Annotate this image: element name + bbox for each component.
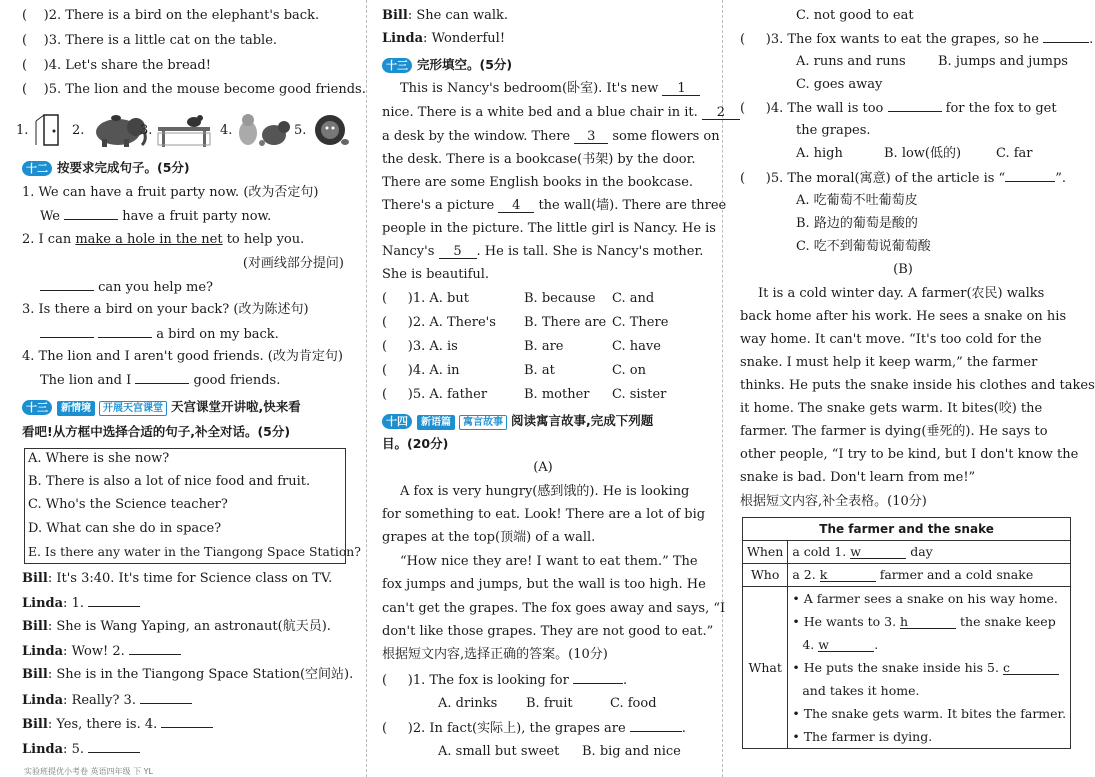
question-text: 3. Is there a bird on your back? (改为陈述句) — [22, 302, 309, 317]
section-heading: 看吧!从方框中选择合适的句子,补全对话。(5分) — [22, 424, 291, 439]
picture-row — [16, 113, 350, 147]
choice-row: ( )4. A. in B. at C. on — [382, 363, 646, 378]
dialog-line: Bill: Yes, there is. 4. — [22, 716, 350, 733]
choice-row: A. 吃葡萄不吐葡萄皮 — [796, 193, 918, 208]
question-text: ( )2. In fact(实际上), the grapes are . — [382, 721, 686, 736]
option-item: E. Is there any water in the Tiangong Space Station? — [28, 544, 361, 559]
section-heading: 十三 完形填空。(5分) — [382, 57, 704, 73]
passage-line: farmer. The farmer is dying(垂死的). He says to — [740, 424, 1048, 439]
passage-line: it home. The snake gets warm. It bites(咬) the — [740, 401, 1043, 416]
choice-row: A. small but sweet B. big and nice — [438, 744, 681, 759]
column-divider — [366, 0, 367, 777]
cloze-line: There are some English books in the bookcase. — [382, 175, 694, 190]
choice-row: ( )2. A. There's B. There are C. There — [382, 315, 669, 330]
answer-blank[interactable]: k — [820, 568, 876, 582]
cloze-blank[interactable]: 4 — [498, 199, 534, 213]
dialog-line: Linda: 5. — [22, 741, 350, 758]
choice-row: A. runs and runs B. jumps and jumps — [796, 54, 1068, 69]
column-2 — [382, 0, 727, 777]
answer-line: We have a fruit party now. — [40, 209, 272, 224]
column-1 — [16, 0, 366, 777]
cloze-line: the desk. There is a bookcase(书架) by the door. — [382, 152, 696, 167]
answer-blank[interactable]: w — [850, 545, 906, 559]
bullet-item: and takes it home. — [802, 683, 920, 698]
cloze-line: There's a picture 4 the wall(墙). There are three — [382, 198, 727, 213]
passage-line: for something to eat. Look! There are a lot of big — [382, 507, 706, 522]
match-item: ( )3. There is a little cat on the table. — [22, 33, 278, 48]
bullet-item: • The farmer is dying. — [792, 729, 933, 744]
answer-blank[interactable] — [573, 672, 623, 684]
section-heading: 十三 新情境 开展天宫课堂 天宫课堂开讲啦,快来看 — [22, 399, 350, 416]
option-item: C. Who's the Science teacher? — [28, 497, 228, 512]
table-row — [743, 587, 1071, 749]
passage-line: back home after his work. He sees a snake on his — [740, 309, 1067, 324]
question-note: (对画线部分提问) — [242, 256, 344, 271]
answer-blank[interactable]: c — [1003, 661, 1059, 675]
dialog-line: Linda: Wow! 2. — [22, 643, 350, 660]
dialog-line: Linda: 1. — [22, 595, 350, 612]
cloze-line: nice. There is a white bed and a blue chair in it. 2 — [382, 105, 704, 121]
bullet-item: • He puts the snake inside his 5. c — [792, 656, 1066, 679]
answer-line: can you help me? — [22, 279, 350, 296]
section-heading: 目。(20分) — [382, 436, 449, 451]
cloze-blank[interactable]: 5 — [439, 245, 477, 259]
passage-line: A fox is very hungry(感到饿的). He is looking — [400, 484, 690, 499]
choice-row: C. goes away — [796, 77, 883, 92]
answer-blank[interactable] — [1005, 170, 1055, 182]
answer-blank[interactable] — [135, 372, 189, 384]
picture-label: 2. — [72, 123, 85, 138]
section-heading: 十二 按要求完成句子。(5分) — [22, 160, 350, 176]
option-item: A. Where is she now? — [28, 451, 170, 466]
choice-row: A. drinks B. fruit C. food — [438, 696, 657, 711]
row-label: When — [743, 541, 788, 564]
table-cell: a cold 1. w day — [788, 541, 1071, 564]
answer-blank[interactable]: h — [900, 615, 956, 629]
cloze-line: Nancy's 5 . He is tall. She is Nancy's mother. — [382, 244, 704, 259]
passage-line: grapes at the top(顶端) of a wall. — [382, 530, 596, 545]
answer-blank[interactable]: w — [818, 638, 874, 652]
passage-label: (B) — [893, 262, 913, 277]
passage-line: fox jumps and jumps, but the wall is too high. He — [382, 577, 706, 592]
animals-sharing-picture-icon — [234, 113, 294, 147]
cloze-blank[interactable]: 2 — [702, 106, 740, 120]
choice-row: C. 吃不到葡萄说葡萄酸 — [796, 239, 931, 254]
cloze-line: a desk by the window. There 3 some flowers on — [382, 129, 720, 144]
answer-blank[interactable] — [888, 100, 942, 112]
answer-blank[interactable] — [64, 208, 118, 220]
column-3 — [740, 0, 1095, 777]
bullet-item: • A farmer sees a snake on his way home. — [792, 591, 1058, 606]
match-item: ( )4. Let's share the bread! — [22, 58, 211, 73]
dialog-line: Bill: She is in the Tiangong Space Station(空间站). — [22, 667, 354, 682]
row-label: Who — [743, 564, 788, 587]
choice-row: A. high B. low(低的) C. far — [796, 146, 1033, 161]
passage-line: snake. I must help it keep warm,” the farmer — [740, 355, 1038, 370]
picture-label: 1. — [16, 123, 29, 138]
match-item: ( )5. The lion and the mouse become good friends. — [22, 82, 366, 97]
choice-row: B. 路边的葡萄是酸的 — [796, 216, 918, 231]
answer-blank[interactable] — [98, 326, 152, 338]
cloze-line: people in the picture. The little girl is Nancy. He is — [382, 221, 716, 236]
passage-line: other people, “I try to be kind, but I don't know the — [740, 447, 1079, 462]
elephant-picture-icon — [86, 113, 148, 147]
choice-row: ( )5. A. father B. mother C. sister — [382, 387, 667, 402]
passage-line: snake is bad. Don't learn from me!” — [740, 470, 976, 485]
question-text: 1. We can have a fruit party now. (改为否定句) — [22, 185, 319, 200]
question-text: ( )3. The fox wants to eat the grapes, so he . — [740, 32, 1094, 47]
answer-blank[interactable] — [140, 692, 192, 704]
door-picture-icon — [32, 113, 66, 147]
answer-blank[interactable] — [161, 716, 213, 728]
cloze-blank[interactable]: 1 — [662, 82, 700, 96]
option-item: B. There is also a lot of nice food and fruit. — [28, 474, 311, 489]
bullet-item: • The snake gets warm. It bites the farmer. — [792, 706, 1067, 721]
question-text: 2. I can make a hole in the net to help you. — [22, 232, 305, 247]
dialog-line: Bill: She can walk. — [382, 8, 509, 23]
choice-row: ( )3. A. is B. are C. have — [382, 339, 661, 354]
dialog-line: Linda: Wonderful! — [382, 31, 506, 46]
answer-line: The lion and I good friends. — [40, 373, 281, 388]
passage-line: It is a cold winter day. A farmer(农民) walks — [758, 286, 1045, 301]
answer-blank[interactable] — [40, 279, 94, 291]
cloze-line: She is beautiful. — [382, 267, 490, 282]
instruction: 根据短文内容,补全表格。(10分) — [740, 494, 927, 509]
match-item: ( )2. There is a bird on the elephant's back. — [22, 8, 320, 23]
answer-blank[interactable] — [1043, 31, 1089, 43]
answer-blank[interactable] — [88, 595, 140, 607]
dialog-line: Bill: It's 3:40. It's time for Science class on TV. — [22, 571, 333, 586]
answer-blank[interactable] — [129, 643, 181, 655]
passage-line: “How nice they are! I want to eat them.” The — [400, 554, 698, 569]
question-text: ( )1. The fox is looking for . — [382, 673, 628, 688]
table-cat-picture-icon — [154, 113, 214, 147]
passage-line: don't like those grapes. They are not good to eat.” — [382, 624, 714, 639]
passage-line: thinks. He puts the snake inside his clothes and takes — [740, 378, 1095, 393]
cloze-blank[interactable]: 3 — [574, 130, 608, 144]
row-label: What — [743, 587, 788, 749]
choice-row: ( )1. A. but B. because C. and — [382, 291, 655, 306]
picture-label: 3. — [140, 123, 153, 138]
table-row — [743, 564, 1071, 587]
question-text: 4. The lion and I aren't good friends. (改为肯定句) — [22, 349, 343, 364]
picture-label: 4. — [220, 123, 233, 138]
bullet-item: 4. w . — [802, 637, 879, 652]
table-row — [743, 541, 1071, 564]
option-item: D. What can she do in space? — [28, 521, 222, 536]
section-heading: 十四 新语篇 寓言故事 阅读寓言故事,完成下列题 — [382, 413, 704, 430]
answer-blank[interactable] — [40, 326, 94, 338]
table-cell: a 2. k farmer and a cold snake — [788, 564, 1071, 587]
answer-blank[interactable] — [630, 720, 682, 732]
cloze-line: This is Nancy's bedroom(卧室). It's new 1 — [382, 81, 704, 97]
passage-label: (A) — [533, 460, 553, 475]
passage-line: can't get the grapes. The fox goes away and says, “I — [382, 601, 726, 616]
question-text: ( )4. The wall is too for the fox to get — [740, 101, 1057, 116]
answer-blank[interactable] — [88, 741, 140, 753]
dialog-line: Bill: She is Wang Yaping, an astronaut(航天员). — [22, 619, 331, 634]
question-text: ( )5. The moral(寓意) of the article is “ ”. — [740, 171, 1066, 186]
passage-line: way home. It can't move. “It's too cold for the — [740, 332, 1042, 347]
answer-line: a bird on my back. — [22, 326, 350, 343]
question-text: the grapes. — [796, 123, 871, 138]
lion-mouse-picture-icon — [308, 113, 350, 147]
instruction: 根据短文内容,选择正确的答案。(10分) — [382, 647, 608, 662]
table-title: The farmer and the snake — [743, 518, 1071, 541]
story-table — [742, 517, 1071, 749]
page-footer: 实验班提优小考卷 英语四年级 下 YL — [24, 767, 153, 776]
choice-row: C. not good to eat — [796, 8, 914, 23]
dialog-line: Linda: Really? 3. — [22, 692, 350, 709]
bullet-item: • He wants to 3. h the snake keep — [792, 614, 1056, 629]
picture-label: 5. — [294, 123, 307, 138]
table-cell — [788, 587, 1071, 749]
